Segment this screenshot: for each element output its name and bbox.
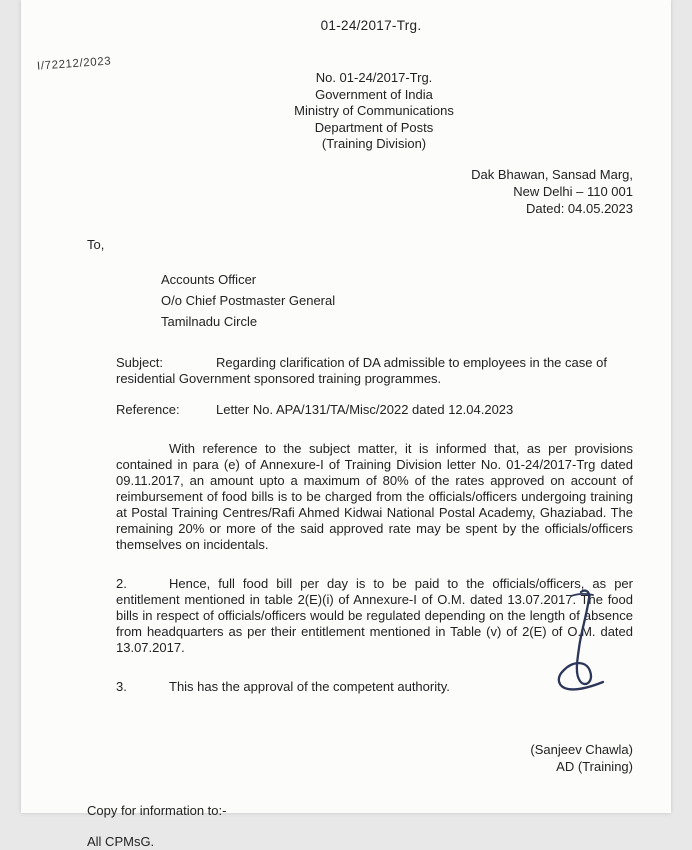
- letterhead-division-line: (Training Division): [321, 136, 427, 151]
- doc-ref-top: 01-24/2017-Trg.: [320, 18, 422, 33]
- recipient-line-3: Tamilnadu Circle: [161, 313, 258, 329]
- reference-label: Reference:: [116, 401, 180, 417]
- signatory-name: (Sanjeev Chawla): [530, 741, 633, 757]
- address-line-2: New Delhi – 110 001: [513, 183, 633, 199]
- recipient-block: [161, 272, 671, 330]
- signatory-title: AD (Training): [556, 758, 633, 774]
- salutation: To,: [87, 236, 105, 252]
- recipient-line-1: Accounts Officer: [161, 271, 257, 287]
- sender-address-block: [21, 166, 633, 217]
- scanned-letter-page: [21, 0, 671, 849]
- letterhead-no-line: No. 01-24/2017-Trg.: [315, 70, 433, 85]
- signatory-block: [21, 741, 633, 775]
- reference-line: [116, 402, 633, 418]
- para-2-number: 2.: [116, 575, 127, 591]
- copy-recipient: All CPMsG.: [87, 833, 155, 849]
- copy-note: Copy for information to:-: [87, 802, 227, 818]
- para-2-text: Hence, full food bill per day is to be paid to the officials/officers, as per entitlement mentioned in table 2(E)(i) of Annexure-I of O.M. dated 13.07.2017. The food bills in respect of officials/officers would be regulated depending on the length of absence from headquarters as per their entitlement mentioned in Table (v) of 2(E) of O.M. dated 13.07.2017.: [116, 575, 633, 655]
- date-line: Dated: 04.05.2023: [526, 200, 633, 216]
- para-1: With reference to the subject matter, it is informed that, as per provisions contained in para (e) of Annexure-I of Training Division letter No. 01-24/2017-Trg dated 09.11.2017, an amount upto a maximum of 80% of the rates approved on account of reimbursement of food bills is to be charged from the officials/officers undergoing training at Postal Training Centres/Rafi Ahmed Kidwai National Postal Academy, Ghaziabad. The remaining 20% or more of the said approved rate may be spent by the officials/officers themselves on incidentals.: [116, 440, 633, 552]
- signature-scribble: [541, 588, 619, 696]
- subject-line: [116, 355, 633, 387]
- subject-label: Subject:: [116, 354, 163, 370]
- reference-text: Letter No. APA/131/TA/Misc/2022 dated 12.04.2023: [216, 401, 514, 417]
- para-3-number: 3.: [116, 678, 127, 694]
- para-3-text: This has the approval of the competent authority.: [169, 678, 450, 694]
- address-line-1: Dak Bhawan, Sansad Marg,: [471, 166, 633, 182]
- recipient-line-2: O/o Chief Postmaster General: [161, 292, 336, 308]
- subject-text: Regarding clarification of DA admissible to employees in the case of residential Government sponsored training programmes.: [116, 354, 607, 386]
- letterhead-org-line-1: Government of India: [315, 86, 433, 102]
- letterhead: [49, 70, 692, 153]
- letterhead-org-line-3: Department of Posts: [314, 119, 434, 135]
- file-number: I/72212/2023: [36, 55, 112, 73]
- letterhead-org-line-2: Ministry of Communications: [294, 103, 454, 118]
